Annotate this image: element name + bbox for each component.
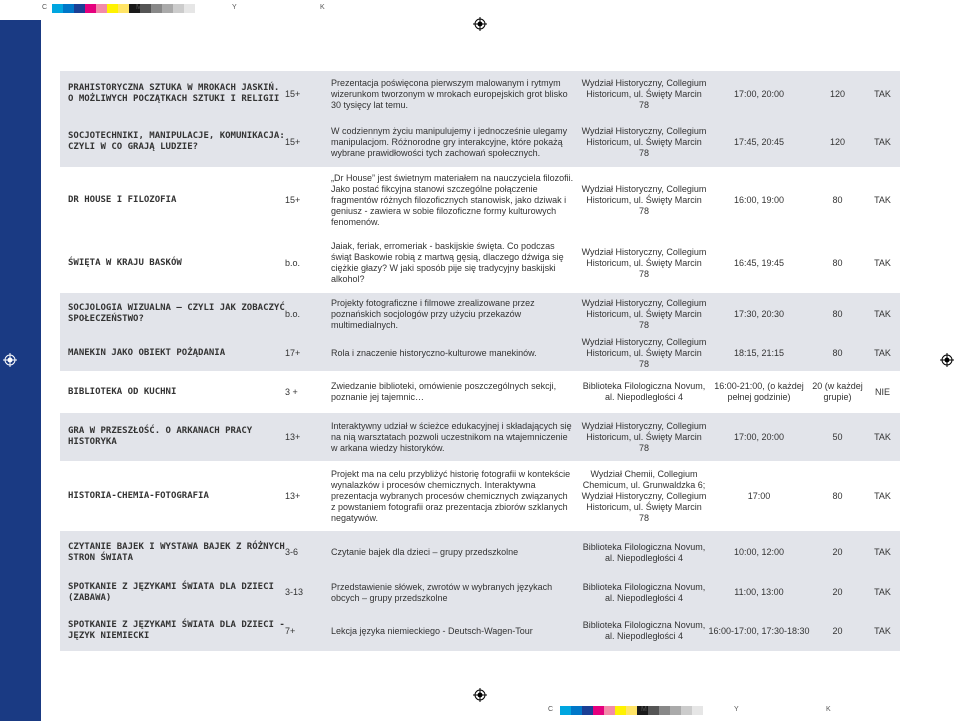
event-title: SPOTKANIE Z JĘZYKAMI ŚWIATA DLA DZIECI - JĘZYK NIEMIECKI (60, 611, 285, 651)
event-seats: 20 (810, 574, 865, 611)
event-time: 17:30, 20:30 (708, 293, 810, 335)
color-letter: C (548, 706, 554, 713)
table-row (60, 335, 900, 371)
color-swatch (107, 4, 118, 13)
event-description: Lekcja języka niemieckiego - Deutsch-Wagen-Tour (325, 611, 580, 651)
color-swatch (118, 4, 129, 13)
event-location: Wydział Historyczny, Collegium Historicum, ul. Święty Marcin 78 (580, 335, 708, 371)
event-time: 10:00, 12:00 (708, 531, 810, 574)
event-location: Wydział Historyczny, Collegium Historicum, ul. Święty Marcin 78 (581, 246, 707, 279)
blue-page-spine (0, 20, 41, 721)
event-title: SOCJOLOGIA WIZUALNA – CZYLI JAK ZOBACZYĆ SPOŁECZEŃSTWO? (60, 293, 285, 335)
event-location: Biblioteka Filologiczna Novum, al. Niepodległości 4 (580, 611, 708, 651)
event-description: W codziennym życiu manipulujemy i jednocześnie ulegamy manipulacjom. Różnorodne gry interakcyjne, które pokażą wybrane prawidłowości tych zachowań społecznych. (325, 117, 580, 167)
color-swatch (96, 4, 107, 13)
color-swatch (593, 706, 604, 715)
event-title: SOCJOTECHNIKI, MANIPULACJE, KOMUNIKACJA: CZYLI W CO GRAJĄ LUDZIE? (60, 117, 285, 167)
color-swatch (173, 4, 184, 13)
event-time: 17:00, 20:00 (708, 413, 810, 461)
color-swatch (560, 706, 571, 715)
event-location: Wydział Historyczny, Collegium Historicum, ul. Święty Marcin 78 (580, 293, 708, 335)
event-title: ŚWIĘTA W KRAJU BASKÓW (68, 257, 182, 268)
event-description: Jaiak, feriak, erromeriak - baskijskie święta. Co podczas świąt Baskowie robią z martwą gęsią, dlaczego dźwiga się ciężkie głazy? W jaki sposób pije się tradycyjny baskijski alkohol? (331, 241, 564, 284)
event-age: 3-13 (285, 574, 325, 611)
event-registration: TAK (865, 413, 900, 461)
event-registration: TAK (865, 293, 900, 335)
event-description: Przedstawienie słówek, zwrotów w wybranych językach obcych – grupy przedszkolne (325, 574, 580, 611)
event-age: 15+ (285, 117, 325, 167)
color-swatch (571, 706, 582, 715)
event-title: CZYTANIE BAJEK I WYSTAWA BAJEK Z RÓŻNYCH STRON ŚWIATA (60, 531, 285, 574)
color-swatch (162, 4, 173, 13)
event-title: HISTORIA-CHEMIA-FOTOGRAFIA (68, 490, 209, 501)
table-row (60, 611, 900, 651)
event-age: 15+ (285, 71, 325, 117)
event-location: Wydział Historyczny, Collegium Historicum, ul. Święty Marcin 78 (581, 183, 707, 216)
color-letter: C (42, 4, 48, 11)
table-row (60, 71, 900, 117)
event-age: 17+ (285, 335, 325, 371)
color-swatches-bottom (560, 706, 703, 715)
color-letter: Y (734, 706, 739, 713)
color-letter: K (826, 706, 831, 713)
color-swatch (63, 4, 74, 13)
event-age: 3-6 (285, 531, 325, 574)
event-location: Biblioteka Filologiczna Novum, al. Niepodległości 4 (582, 381, 706, 402)
event-age: b.o. (285, 257, 301, 268)
event-description: Rola i znaczenie historyczno-kulturowe manekinów. (325, 335, 580, 371)
event-time: 17:45, 20:45 (708, 117, 810, 167)
color-swatch (604, 706, 615, 715)
event-registration: TAK (874, 194, 891, 205)
event-schedule-table (60, 71, 900, 651)
table-row (60, 531, 900, 574)
color-swatch (626, 706, 637, 715)
event-registration: TAK (865, 71, 900, 117)
event-location: Biblioteka Filologiczna Novum, al. Niepodległości 4 (580, 574, 708, 611)
event-registration: TAK (874, 490, 891, 501)
color-letter: M (641, 706, 647, 713)
registration-mark-icon (473, 17, 487, 31)
event-seats: 80 (810, 335, 865, 371)
event-registration: TAK (865, 531, 900, 574)
event-title: DR HOUSE I FILOZOFIA (68, 194, 177, 205)
color-swatch (659, 706, 670, 715)
event-description: Zwiedzanie biblioteki, omówienie poszczególnych sekcji, poznanie jej tajemnic… (331, 381, 557, 402)
color-swatch (692, 706, 703, 715)
event-registration: NIE (874, 386, 890, 397)
event-seats: 120 (810, 71, 865, 117)
table-row (60, 413, 900, 461)
event-location: Wydział Historyczny, Collegium Historicum, ul. Święty Marcin 78 (580, 117, 708, 167)
color-swatch (615, 706, 626, 715)
table-row (60, 233, 900, 293)
table-row (60, 371, 900, 413)
table-row (60, 117, 900, 167)
event-time: 16:00-21:00, (o każdej pełnej godzinie) (714, 381, 804, 402)
color-letter: K (320, 4, 325, 11)
event-seats: 20 (810, 611, 865, 651)
table-row (60, 167, 900, 233)
color-swatch (184, 4, 195, 13)
event-location: Wydział Chemii, Collegium Chemicum, ul. Grunwaldzka 6; Wydział Historyczny, Collegium Historicum, ul. Święty Marcin 78 (581, 468, 707, 523)
event-title: SPOTKANIE Z JĘZYKAMI ŚWIATA DLA DZIECI (ZABAWA) (60, 574, 285, 611)
event-age: 13+ (285, 490, 301, 501)
event-time: 17:00, 20:00 (708, 71, 810, 117)
registration-mark-icon (3, 353, 17, 367)
table-row (60, 293, 900, 335)
event-location: Biblioteka Filologiczna Novum, al. Niepodległości 4 (580, 531, 708, 574)
color-swatch (151, 4, 162, 13)
event-time: 17:00 (747, 490, 771, 501)
event-description: Interaktywny udział w ścieżce edukacyjnej i składających się na nią warsztatach pozwoli uczestnikom na wtajemniczenie w arkana wiedzy historyków. (325, 413, 580, 461)
event-age: b.o. (285, 293, 325, 335)
color-swatch (648, 706, 659, 715)
color-letter: M (136, 4, 142, 11)
event-time: 16:00-17:00, 17:30-18:30 (708, 611, 810, 651)
event-time: 16:00, 19:00 (733, 194, 785, 205)
event-registration: TAK (865, 335, 900, 371)
event-age: 7+ (285, 611, 325, 651)
table-row (60, 461, 900, 531)
color-swatch (681, 706, 692, 715)
color-swatch (670, 706, 681, 715)
event-seats: 120 (810, 117, 865, 167)
event-title: PRAHISTORYCZNA SZTUKA W MROKACH JASKIŃ. O MOŻLIWYCH POCZĄTKACH SZTUKI I RELIGII (60, 71, 285, 117)
event-registration: TAK (865, 611, 900, 651)
event-seats: 20 (810, 531, 865, 574)
event-title: GRA W PRZESZŁOŚĆ. O ARKANACH PRACY HISTORYKA (60, 413, 285, 461)
color-swatch (85, 4, 96, 13)
event-registration: TAK (874, 257, 891, 268)
event-description: Projekty fotograficzne i filmowe zrealizowane przez poznańskich socjologów przy użyciu przekazów multimedialnych. (325, 293, 580, 335)
event-seats: 80 (832, 257, 843, 268)
event-registration: TAK (865, 117, 900, 167)
event-seats: 20 (w każdej grupie) (812, 381, 863, 402)
registration-mark-icon (473, 688, 487, 702)
color-letter: Y (232, 4, 237, 11)
event-age: 3 + (285, 386, 298, 397)
event-description: Projekt ma na celu przybliżyć historię fotografii w kontekście wynalazków i procesów chemicznych. Interaktywna prezentacja wybranych procesów chemicznych związanych z powstaniem fotografii oraz prezentacja zbiorów szklanych negatywów. (331, 468, 571, 523)
event-description: Czytanie bajek dla dzieci – grupy przedszkolne (325, 531, 580, 574)
event-age: 15+ (285, 194, 301, 205)
event-location: Wydział Historyczny, Collegium Historicum, ul. Święty Marcin 78 (580, 413, 708, 461)
event-registration: TAK (865, 574, 900, 611)
table-row (60, 574, 900, 611)
event-seats: 80 (810, 293, 865, 335)
color-swatch (52, 4, 63, 13)
color-swatches-top (52, 4, 195, 13)
event-time: 18:15, 21:15 (708, 335, 810, 371)
event-age: 13+ (285, 413, 325, 461)
event-seats: 50 (810, 413, 865, 461)
event-description: „Dr House” jest świetnym materiałem na nauczyciela filozofii. Jako postać fikcyjna stanowi szczególne połączenie fragmentów różnych filozoficznych stanowisk, jako dziwak i geniusz - zawiera w sobie filozoficzne formy kulturowych fenomenów. (331, 172, 574, 227)
registration-mark-icon (940, 353, 954, 367)
color-swatch (582, 706, 593, 715)
event-title: BIBLIOTEKA OD KUCHNI (68, 386, 177, 397)
event-time: 16:45, 19:45 (733, 257, 785, 268)
event-title: MANEKIN JAKO OBIEKT POŻĄDANIA (60, 335, 285, 371)
color-swatch (74, 4, 85, 13)
event-seats: 80 (832, 490, 843, 501)
event-time: 11:00, 13:00 (708, 574, 810, 611)
event-seats: 80 (832, 194, 843, 205)
event-location: Wydział Historyczny, Collegium Historicum, ul. Święty Marcin 78 (580, 71, 708, 117)
event-description: Prezentacja poświęcona pierwszym malowanym i rytmym wizerunkom tworzonym w mrokach europejskich grot blisko 30 tysięcy lat temu. (325, 71, 580, 117)
